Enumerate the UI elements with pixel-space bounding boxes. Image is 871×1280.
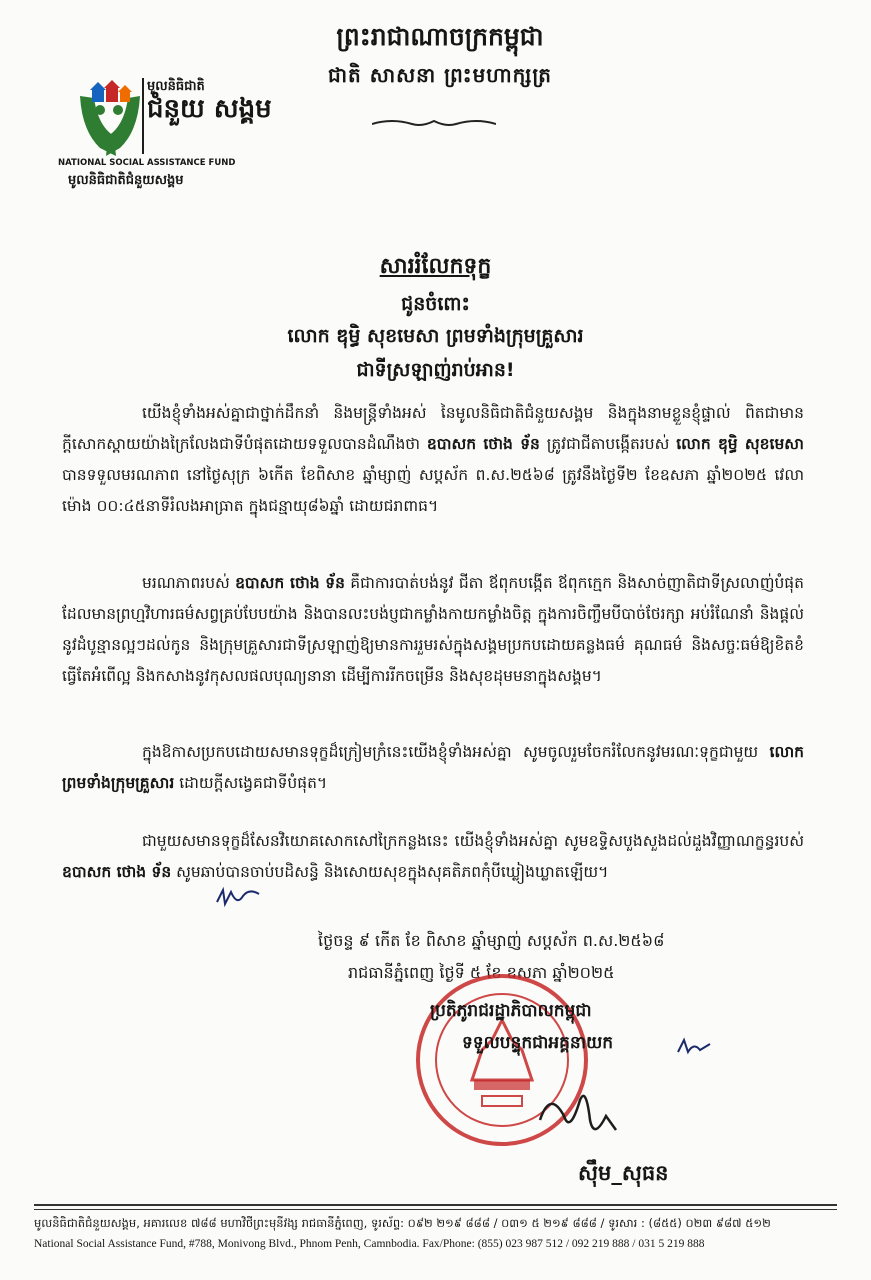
letter-to: ជូនចំពោះ [401,293,470,315]
logo-text-main: ជំនួយ សង្គម [147,94,272,124]
signatory-title: ប្រតិភូរាជរដ្ឋាភិបាលកម្ពុជា [430,1001,592,1021]
national-motto: ជាតិ សាសនា ព្រះមហាក្សត្រ [328,63,552,87]
logo-text-top: មូលនិធិជាតិ [147,79,205,94]
recipient-salutation: ជាទីស្រឡាញ់រាប់អាន! [356,359,515,381]
solar-date: រាជធានីភ្នំពេញ ថ្ងៃទី ៥ ខែ ឧសភា ឆ្នាំ២០២៥ [348,963,615,982]
lunar-date: ថ្ងៃចន្ទ ៩ កើត ខែ ពិសាខ ឆ្នាំម្សាញ់ សប្តស័ក ព.ស.២៥៦៨ [318,931,665,950]
footer-divider [34,1204,837,1206]
signatory-role: ទទួលបន្ទុកជាអគ្គនាយក [462,1033,614,1053]
kingdom-heading: ព្រះរាជាណាចក្រកម្ពុជា [336,22,544,51]
signature-icon [530,1080,620,1150]
ornament-divider-icon [372,118,496,130]
letter-title: សាររំលែកទុក្ខ [379,254,492,279]
handwritten-initial-icon [676,1036,712,1056]
logo-fund-khmer: មូលនិធិជាតិជំនួយសង្គម [68,173,184,188]
footer-address-english: National Social Assistance Fund, #788, Monivong Blvd., Phnom Penh, Camnbodia. Fax/Phone: (855) 023 987 512 / 092 219 888 / 031 5 219 888 [34,1238,705,1250]
logo-fund-english: NATIONAL SOCIAL ASSISTANCE FUND [58,158,236,168]
recipient-line: លោក ឌុម្ធិ សុខមេសា ព្រមទាំងក្រុមគ្រួសារ [287,325,584,347]
footer-divider-thin [34,1209,837,1210]
handwritten-initial-icon [213,884,263,910]
signatory-name: ស៊ឹម_សុធន [578,1161,669,1185]
paragraph-1: យើងខ្ញុំទាំងអស់គ្នាជាថ្នាក់ដឹកនាំ និងមន្ត្រីទាំងអស់ នៃមូលនិធិជាតិជំនួយសង្គម និងក្នុងនាមខ្លួនខ្ញុំផ្ទាល់ ពិតជាមានក្ដីសោកស្ដាយយ៉ាងក្រៃលែងជាទីបំផុតដោយទទួលបានដំណឹងថា ឧបាសក ថោង ទ័ន ត្រូវជាជីតាបង្កើតរបស់ លោក ឌុម្ធិ សុខមេសា បានទទួលមរណភាព នៅថ្ងៃសុក្រ ៦កើត ខែពិសាខ ឆ្នាំម្សាញ់ សប្តស័ក ព.ស.២៥៦៨ ត្រូវនឹងថ្ងៃទី២ ខែឧសភា ឆ្នាំ២០២៥ វេលាម៉ោង ០០:៤៥នាទីរំលងអាធ្រាត ក្នុងជន្មាយុ៨៦ឆ្នាំ ដោយជរាពាធ។ [62,404,804,515]
paragraph-3: ក្នុងឱកាសប្រកបដោយសមានទុក្ខដ៏ក្រៀមក្រំនេះយើងខ្ញុំទាំងអស់គ្នា សូមចូលរួមចែករំលែកនូវមរណៈទុក្ខជាមួយ លោក ព្រមទាំងក្រុមគ្រួសារ ដោយក្ដីសង្វេគជាទីបំផុត។ [62,743,804,792]
paragraph-2: មរណភាពរបស់ ឧបាសក ថោង ទ័ន គឺជាការបាត់បង់នូវ ជីតា ឪពុកបង្កើត ឪពុកក្មេក និងសាច់ញាតិជាទីស្រលាញ់បំផុតដែលមានព្រហ្មវិហារធម៌សព្វគ្រប់បែបយ៉ាង និងបានលះបង់ប្ញជាកម្លាំងកាយកម្លាំងចិត្ត ក្នុងការចិញ្ចឹមបីបាច់ថែរក្សា អប់រំណែនាំ និងផ្ដល់នូវដំបូន្មានល្អៗដល់កូន និងក្រុមគ្រួសារជាទីស្រឡាញ់ឱ្យមានការរួមរស់ក្នុងសង្គមប្រកបដោយគន្លងធម៌ គុណធម៌ និងសច្ចៈធម៌ឱ្យខិតខំធ្វើតែអំពើល្អ និងកសាងនូវកុសលផលបុណ្យនានា ដើម្បីការរីកចម្រើន និងសុខដុមមនាក្នុងសង្គម។ [62,574,804,685]
footer-address-khmer: មូលនិធិជាតិជំនួយសង្គម, អគារលេខ ៧៨៨ មហាវិថីព្រះមុនីវង្ស រាជធានីភ្នំពេញ, ទូរស័ព្ទ: ០៩២ ២១៩ ៨៨៨ / ០៣១ ៥ ២១៩ ៨៨៨ / ទូរសារ : (៨៥៥) ០២៣ ៩៨៧ ៥១២ [34,1216,771,1230]
paragraph-4: ជាមួយសមានទុក្ខដ៏សែនវិយោគសោកសៅក្រៃកន្លងនេះ យើងខ្ញុំទាំងអស់គ្នា សូមឧទ្ទិសបួងសួងដល់ដួងវិញ្ញាណក្ខន្ធរបស់ ឧបាសក ថោង ទ័ន សូមឆាប់បានចាប់បដិសន្ធិ និងសោយសុខក្នុងសុគតិភពកុំបីឃ្លៀងឃ្លាតឡើយ។ [62,832,804,881]
